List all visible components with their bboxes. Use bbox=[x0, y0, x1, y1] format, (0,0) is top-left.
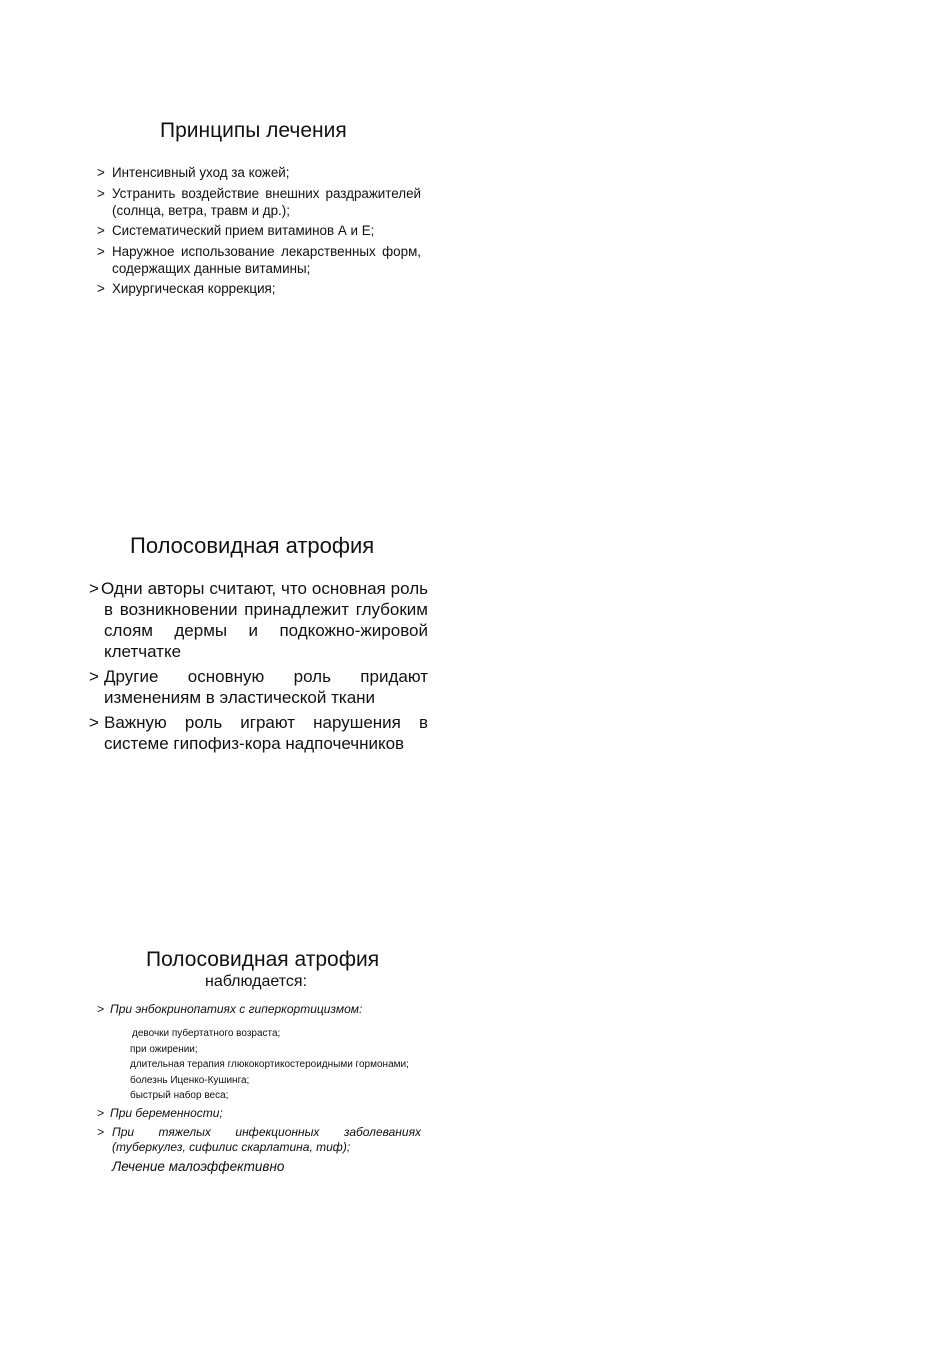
note-text: Лечение малоэффективно bbox=[112, 1159, 285, 1174]
bullet-arrow-icon: > bbox=[89, 713, 99, 732]
list-item bbox=[97, 243, 421, 277]
bullet-arrow-icon: > bbox=[97, 165, 105, 180]
list-item-text: Устранить воздействие внешних раздражителей (солнца, ветра, травм и др.); bbox=[112, 185, 421, 218]
bullet-arrow-icon: > bbox=[97, 1125, 105, 1139]
list-item bbox=[97, 280, 421, 297]
sub-list-item: длительная терапия глюкокортикостероидными гормонами; bbox=[130, 1059, 409, 1070]
list-item-text: Одни авторы считают, что основная роль в возникновении принадлежит глубоким слоям дермы и подкожно-жировой клетчатке bbox=[101, 579, 428, 661]
bullet-arrow-icon: > bbox=[97, 185, 105, 201]
list-item-text: Систематический прием витаминов А и Е; bbox=[112, 223, 375, 238]
slide-title: Полосовидная атрофия bbox=[130, 533, 375, 558]
slide-title: Принципы лечения bbox=[160, 119, 347, 142]
list-item bbox=[89, 712, 428, 754]
list-item bbox=[89, 666, 428, 708]
bullet-list bbox=[89, 578, 428, 758]
bullet-arrow-icon: > bbox=[97, 223, 105, 238]
bullet-arrow-icon: > bbox=[97, 243, 105, 259]
bullet-arrow-icon: > bbox=[89, 667, 99, 686]
sub-list-item: быстрый набор веса; bbox=[130, 1090, 229, 1101]
list-item-text: Хирургическая коррекция; bbox=[112, 281, 276, 296]
bullet-arrow-icon: > bbox=[97, 1106, 105, 1120]
list-item-text: Наружное использование лекарственных форм, содержащих данные витамины; bbox=[112, 243, 421, 276]
bullet-arrow-icon: > bbox=[97, 281, 105, 296]
sub-list-item: при ожирении; bbox=[130, 1043, 198, 1055]
bullet-list bbox=[97, 164, 421, 301]
bullet-arrow-icon: > bbox=[97, 1002, 105, 1016]
sub-list-item: девочки пубертатного возраста; bbox=[132, 1028, 281, 1039]
list-item-text: При беременности; bbox=[110, 1106, 223, 1120]
list-item bbox=[97, 164, 421, 181]
list-item-text: При энбокринопатиях с гиперкортицизмом: bbox=[110, 1002, 363, 1016]
list-item-text: Интенсивный уход за кожей; bbox=[112, 165, 290, 180]
list-item-text: При тяжелых инфекционных заболеваниях (туберкулез, сифилис скарлатина, тиф); bbox=[112, 1125, 421, 1154]
sub-list bbox=[130, 1026, 409, 1104]
list-item-text: Важную роль играют нарушения в системе гипофиз-кора надпочечников bbox=[104, 713, 428, 753]
list-item bbox=[89, 578, 428, 662]
list-item bbox=[97, 1125, 421, 1155]
list-item bbox=[97, 1106, 223, 1120]
slide-subtitle: наблюдается: bbox=[205, 973, 308, 990]
list-item bbox=[97, 185, 421, 219]
slide-title: Полосовидная атрофия bbox=[146, 948, 380, 971]
sub-list-item: болезнь Иценко-Кушинга; bbox=[130, 1074, 250, 1086]
list-item bbox=[97, 1002, 362, 1016]
bullet-arrow-icon: > bbox=[89, 579, 99, 598]
list-item bbox=[97, 222, 421, 239]
list-item-text: Другие основную роль придают изменениям в эластической ткани bbox=[104, 667, 428, 707]
